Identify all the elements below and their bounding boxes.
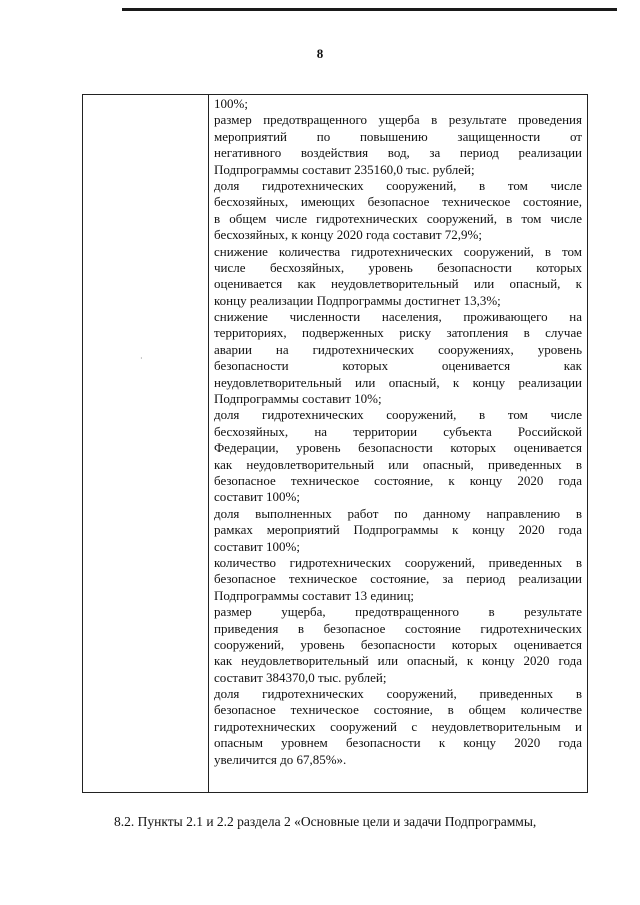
text-line: Подпрограммы составит 235160,0 тыс. рублей; [214, 161, 475, 177]
text-line: безопасности которых оценивается как [214, 358, 582, 374]
text-line: концу реализации Подпрограммы достигнет 13,3%; [214, 292, 501, 308]
text-line: безопасное техническое состояние, за период реализации [214, 571, 582, 587]
text-line: количество гидротехнических сооружений, приведенных в [214, 554, 582, 570]
text-line: бесхозяйных, к концу 2020 года составит 72,9%; [214, 227, 482, 243]
text-line: Подпрограммы составит 10%; [214, 391, 382, 407]
text-line: размер ущерба, предотвращенного в результате [214, 604, 582, 620]
text-line: аварии на гидротехнических сооружениях, уровень [214, 341, 582, 357]
text-line: сооружений, уровень безопасности которых оценивается [214, 636, 582, 652]
text-line: рамках мероприятий Подпрограммы к концу 2020 года [214, 522, 582, 538]
scan-speck: · [140, 354, 143, 363]
text-line: территориях, подверженных риску затопления в случае [214, 325, 582, 341]
text-line: бесхозяйных, на территории субъекта Российской [214, 423, 582, 439]
text-line: числе бесхозяйных, уровень безопасности которых [214, 259, 582, 275]
text-line: как неудовлетворительный или опасный, приведенных в [214, 456, 582, 472]
text-line: доля выполненных работ по данному направлению в [214, 505, 582, 521]
text-line: безопасное техническое состояние, к концу 2020 года [214, 472, 582, 488]
text-line: доля гидротехнических сооружений, в том числе [214, 407, 582, 423]
footer-paragraph: 8.2. Пункты 2.1 и 2.2 раздела 2 «Основные цели и задачи Подпрограммы, [114, 814, 537, 829]
text-line: мероприятий по повышению защищенности от [214, 128, 582, 144]
text-line: составит 100%; [214, 538, 300, 554]
text-line: размер предотвращенного ущерба в результате проведения [214, 112, 582, 128]
text-line: снижение численности населения, проживающего на [214, 309, 582, 325]
text-line: приведения в безопасное состояние гидротехнических [214, 620, 582, 636]
text-line: увеличится до 67,85%». [214, 751, 347, 767]
text-line: 100%; [214, 96, 248, 111]
text-line: как неудовлетворительный или опасный, к концу 2020 года [214, 653, 582, 669]
text-line: снижение количества гидротехнических сооружений, в том [214, 243, 582, 259]
text-line: доля гидротехнических сооружений, в том числе [214, 177, 582, 193]
text-line: неудовлетворительный или опасный, к концу реализации [214, 374, 582, 390]
column-divider [208, 95, 209, 792]
text-line: безопасное техническое состояние, в общем количестве [214, 702, 582, 718]
text-line: опасным уровнем безопасности к концу 2020 года [214, 735, 582, 751]
text-line: негативного воздействия вод, за период реализации [214, 145, 582, 161]
text-line: оценивается как неудовлетворительный или опасный, к [214, 276, 582, 292]
text-line: бесхозяйных, имеющих безопасное техническое состояние, [214, 194, 582, 210]
text-line: доля гидротехнических сооружений, приведенных в [214, 686, 582, 702]
table-right-cell [214, 96, 582, 768]
table-left-cell [83, 95, 208, 792]
text-line: составит 100%; [214, 489, 300, 505]
text-line: Подпрограммы составит 13 единиц; [214, 587, 415, 603]
text-line: составит 384370,0 тыс. рублей; [214, 669, 387, 685]
text-line: в общем числе гидротехнических сооружений, в том числе [214, 210, 582, 226]
indicators-table [82, 94, 588, 793]
page-number: 8 [316, 46, 324, 61]
text-line: Федерации, уровень безопасности которых оценивается [214, 440, 582, 456]
text-line: гидротехнических сооружений с неудовлетворительным и [214, 718, 582, 734]
top-rule [122, 8, 617, 11]
